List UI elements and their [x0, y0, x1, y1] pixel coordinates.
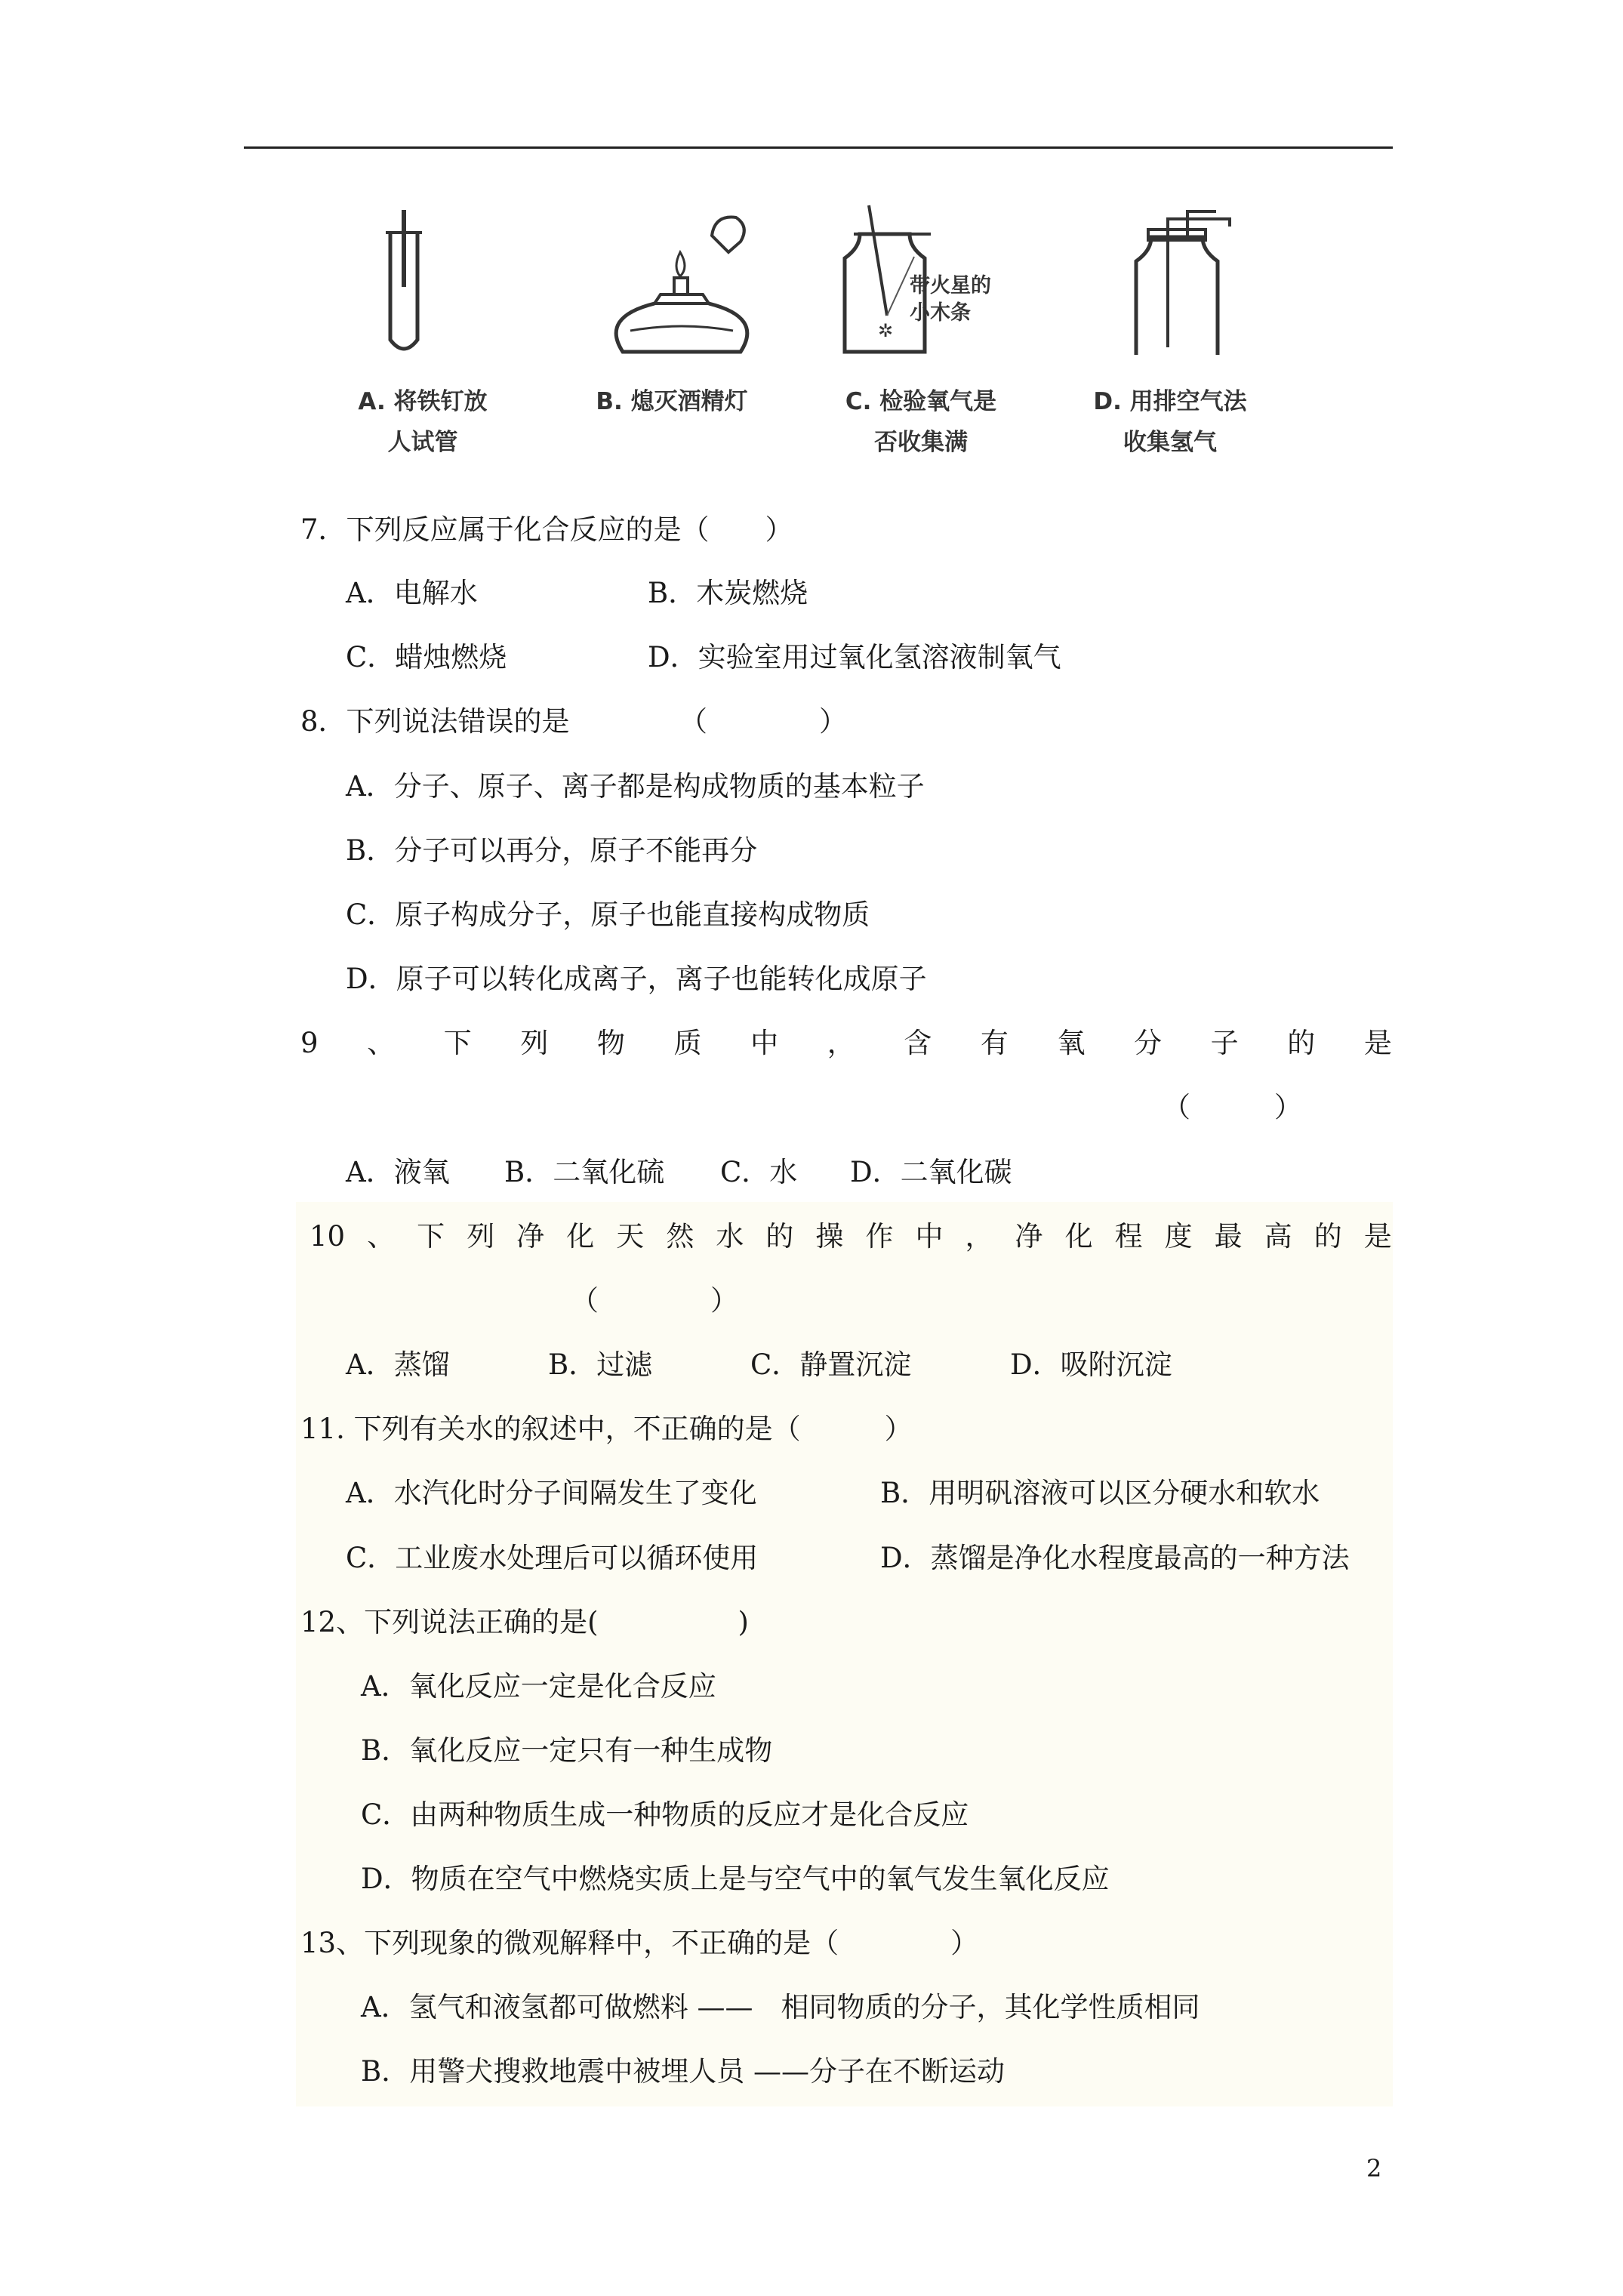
q10-stem: 10 、 下 列 净 化 天 然 水 的 操 作 中 ， 净 化 程 度 最 高 的 是: [310, 1220, 1392, 1253]
q7-option-a: A．电解水: [346, 577, 478, 609]
gas-collection-bottle-icon: [1046, 204, 1295, 355]
q9-stem: 9 、 下 列 物 质 中 ， 含 有 氧 分 子 的 是: [300, 1027, 1392, 1059]
caption-a-line2: 人试管: [387, 429, 458, 456]
q8-stem: 8．下列说法错误的是: [300, 705, 570, 738]
test-tube-icon: [298, 204, 547, 355]
alcohol-lamp-icon: [547, 204, 796, 355]
q12-option-d: D．物质在空气中燃烧实质上是与空气中的氧气发生氧化反应: [361, 1863, 1110, 1895]
q9-option-d: D．二氧化碳: [850, 1156, 1012, 1188]
q7-option-c: C．蜡烛燃烧: [346, 641, 507, 673]
q11-option-c: C．工业废水处理后可以循环使用: [346, 1542, 759, 1574]
q7-option-d: D．实验室用过氧化氢溶液制氧气: [648, 641, 1061, 673]
q12-option-c: C．由两种物质生成一种物质的反应才是化合反应: [361, 1798, 969, 1831]
q13-option-b: B．用警犬搜救地震中被埋人员 ——分子在不断运动: [361, 2055, 1005, 2088]
q8-option-c: C．原子构成分子，原子也能直接构成物质: [346, 898, 870, 931]
scan-tint-region: [296, 1202, 1393, 2106]
caption-d-line1: D. 用排空气法: [1093, 388, 1247, 415]
q12-option-b: B．氧化反应一定只有一种生成物: [361, 1734, 773, 1767]
q10-paren: （ ）: [571, 1284, 738, 1317]
q8-option-d: D．原子可以转化成离子，离子也能转化成原子: [346, 963, 927, 995]
q10-option-d: D．吸附沉淀: [1010, 1348, 1172, 1381]
q8-option-b: B．分子可以再分，原子不能再分: [346, 834, 758, 867]
lab-operations-figure: [298, 204, 1295, 476]
caption-c-line1: C. 检验氧气是: [845, 388, 997, 415]
q12-option-a: A．氧化反应一定是化合反应: [361, 1670, 716, 1703]
figure-a: [298, 204, 547, 476]
caption-b: B. 熄灭酒精灯: [596, 388, 748, 415]
q11-option-d: D．蒸馏是净化水程度最高的一种方法: [880, 1542, 1350, 1574]
q9-option-b: B．二氧化硫: [504, 1156, 665, 1188]
figure-d: [1046, 204, 1295, 476]
q8-option-a: A．分子、原子、离子都是构成物质的基本粒子: [346, 770, 925, 803]
q7-stem: 7．下列反应属于化合反应的是（ ）: [300, 513, 793, 546]
q10-option-c: C．静置沉淀: [750, 1348, 912, 1381]
caption-d-line2: 收集氢气: [1123, 429, 1217, 456]
splint-label-line2: 小木条: [910, 301, 971, 325]
splint-label-line1: 带火星的: [910, 274, 991, 297]
svg-text:✲: ✲: [878, 320, 894, 341]
figure-c: [796, 204, 1046, 476]
q11-option-a: A．水汽化时分子间隔发生了变化: [346, 1477, 757, 1509]
q7-option-b: B．木炭燃烧: [648, 577, 808, 609]
page-number: 2: [1366, 2154, 1382, 2183]
q11-stem: 11. 下列有关水的叙述中，不正确的是（ ）: [300, 1413, 913, 1445]
q10-option-a: A．蒸馏: [346, 1348, 450, 1381]
q11-option-b: B．用明矾溶液可以区分硬水和软水: [880, 1477, 1320, 1509]
q12-stem: 12、下列说法正确的是( ): [300, 1606, 749, 1638]
q10-option-b: B．过滤: [548, 1348, 653, 1381]
q9-paren: （ ）: [1163, 1091, 1302, 1123]
q13-stem: 13、下列现象的微观解释中，不正确的是（ ）: [300, 1927, 979, 1959]
q8-paren: （ ）: [679, 705, 847, 738]
caption-a-line1: A. 将铁钉放: [358, 388, 488, 415]
q9-option-c: C．水: [720, 1156, 798, 1188]
header-rule: [244, 146, 1393, 149]
q9-option-a: A．液氧: [346, 1156, 450, 1188]
figure-b: [547, 204, 796, 476]
q13-option-a: A．氢气和液氢都可做燃料 —— 相同物质的分子，其化学性质相同: [361, 1991, 1200, 2023]
caption-c-line2: 否收集满: [874, 429, 968, 456]
